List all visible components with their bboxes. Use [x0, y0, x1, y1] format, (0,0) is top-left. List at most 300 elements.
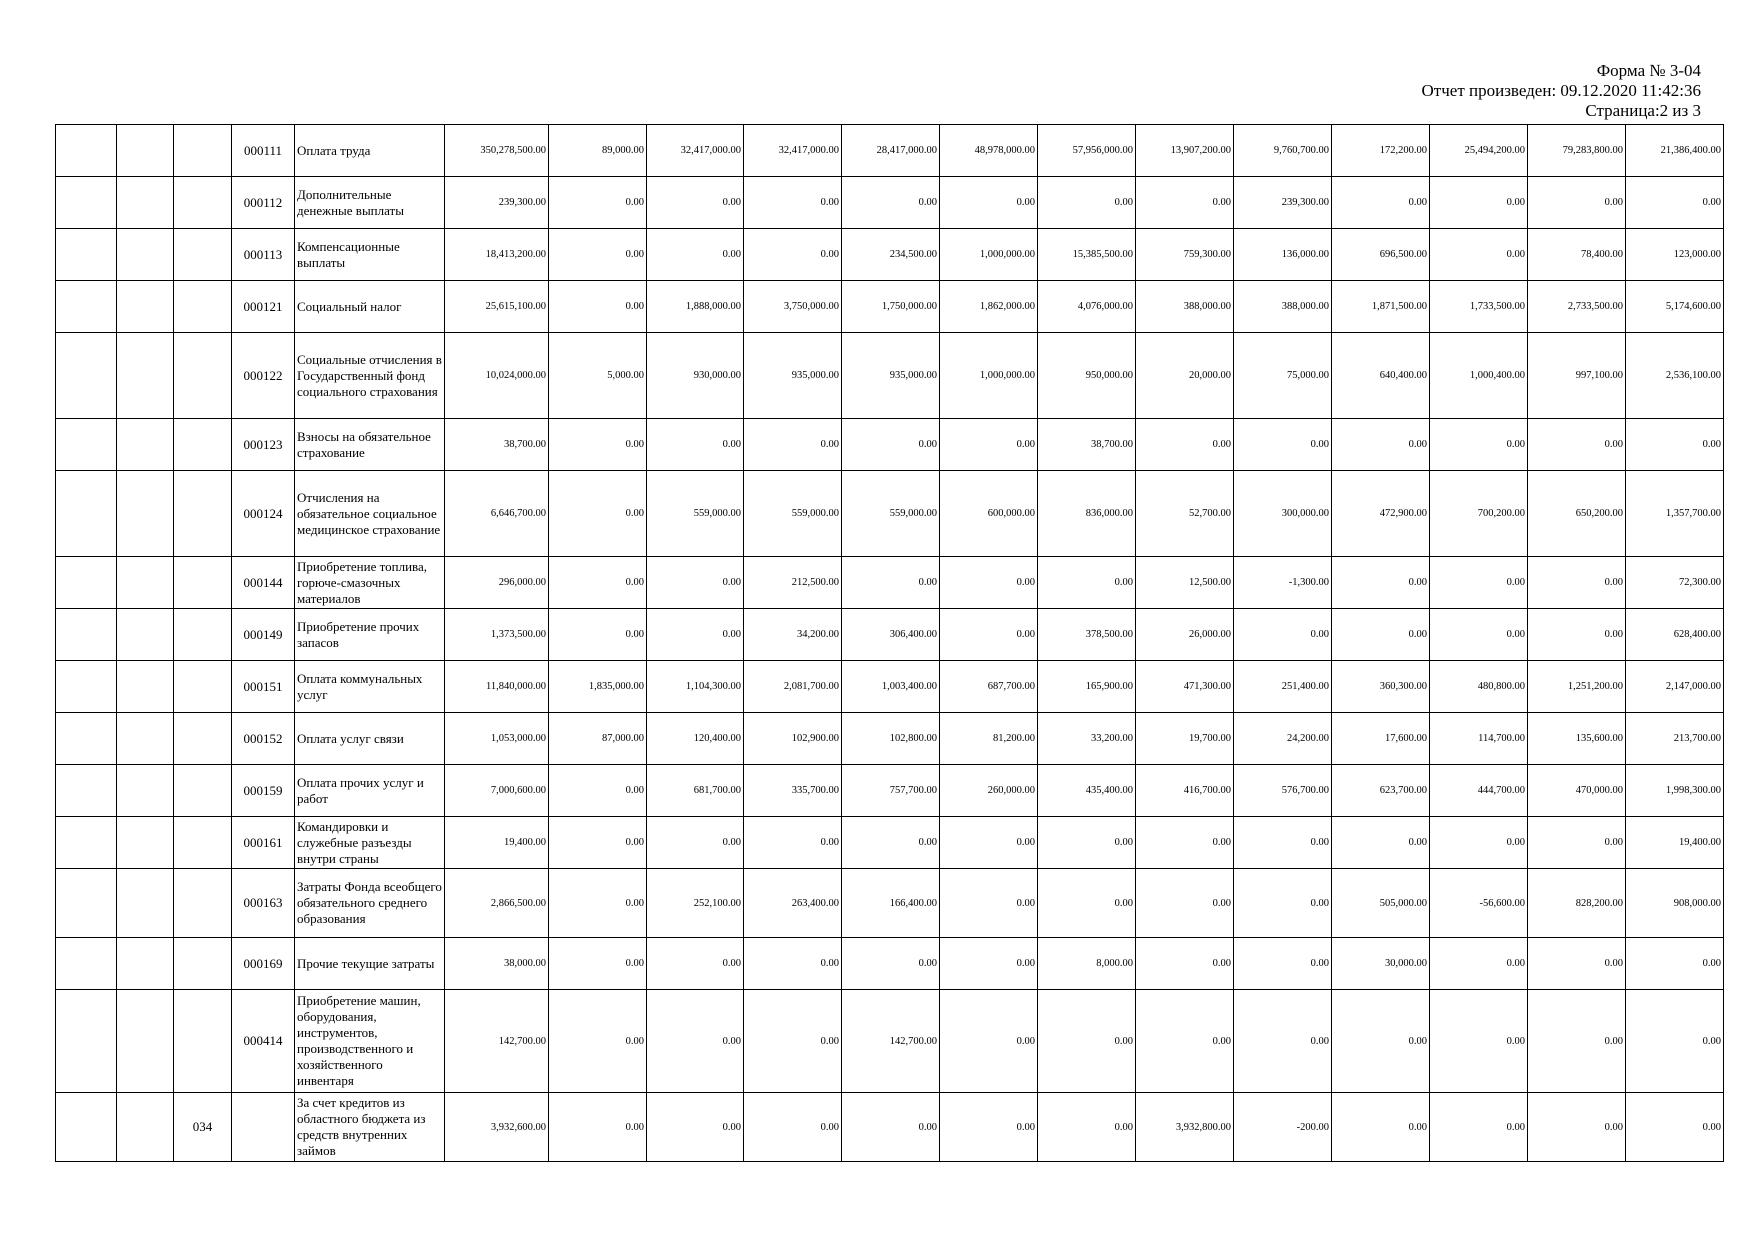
amount-cell: 9,760,700.00 [1234, 125, 1332, 177]
item-name-cell: Приобретение топлива, горюче-смазочных материалов [295, 557, 445, 609]
amount-cell: 0.00 [549, 869, 647, 938]
group-code-cell [174, 765, 232, 817]
amount-cell: 123,000.00 [1626, 229, 1724, 281]
amount-cell: 0.00 [744, 1093, 842, 1162]
amount-cell: 32,417,000.00 [647, 125, 744, 177]
amount-cell: 234,500.00 [842, 229, 940, 281]
amount-cell: 0.00 [1136, 869, 1234, 938]
amount-cell: 20,000.00 [1136, 333, 1234, 419]
amount-cell: 0.00 [1430, 817, 1528, 869]
amount-cell: 13,907,200.00 [1136, 125, 1234, 177]
amount-cell: 0.00 [1234, 990, 1332, 1093]
amount-cell: 0.00 [549, 990, 647, 1093]
amount-cell: 757,700.00 [842, 765, 940, 817]
subsection-cell [117, 765, 174, 817]
group-code-cell [174, 713, 232, 765]
classification-code-cell: 000112 [232, 177, 295, 229]
amount-cell: 19,400.00 [1626, 817, 1724, 869]
subsection-cell [117, 609, 174, 661]
amount-cell: 0.00 [1038, 817, 1136, 869]
amount-cell: 10,024,000.00 [445, 333, 549, 419]
item-name-cell: Социальный налог [295, 281, 445, 333]
amount-cell: 0.00 [940, 817, 1038, 869]
amount-cell: 0.00 [744, 990, 842, 1093]
amount-cell: 0.00 [940, 938, 1038, 990]
amount-cell: 1,733,500.00 [1430, 281, 1528, 333]
amount-cell: 3,932,800.00 [1136, 1093, 1234, 1162]
item-name-cell: Оплата труда [295, 125, 445, 177]
amount-cell: 0.00 [1430, 419, 1528, 471]
amount-cell: 0.00 [1626, 990, 1724, 1093]
amount-cell: 0.00 [1626, 419, 1724, 471]
classification-code-cell [232, 1093, 295, 1162]
item-name-cell: Прочие текущие затраты [295, 938, 445, 990]
subsection-cell [117, 281, 174, 333]
amount-cell: 0.00 [1332, 817, 1430, 869]
form-number: Форма № 3-04 [1596, 61, 1701, 80]
amount-cell: 444,700.00 [1430, 765, 1528, 817]
amount-cell: 0.00 [842, 419, 940, 471]
amount-cell: 260,000.00 [940, 765, 1038, 817]
item-name-cell: За счет кредитов из областного бюджета из средств внутренних займов [295, 1093, 445, 1162]
amount-cell: 930,000.00 [647, 333, 744, 419]
amount-cell: 0.00 [744, 177, 842, 229]
amount-cell: 18,413,200.00 [445, 229, 549, 281]
amount-cell: 360,300.00 [1332, 661, 1430, 713]
amount-cell: 0.00 [549, 1093, 647, 1162]
table-row [56, 609, 1724, 661]
amount-cell: 30,000.00 [1332, 938, 1430, 990]
amount-cell: 11,840,000.00 [445, 661, 549, 713]
amount-cell: 212,500.00 [744, 557, 842, 609]
amount-cell: 559,000.00 [744, 471, 842, 557]
table-row [56, 281, 1724, 333]
amount-cell: 165,900.00 [1038, 661, 1136, 713]
amount-cell: 0.00 [647, 229, 744, 281]
amount-cell: 470,000.00 [1528, 765, 1626, 817]
amount-cell: 828,200.00 [1528, 869, 1626, 938]
item-name-cell: Дополнительные денежные выплаты [295, 177, 445, 229]
section-cell [56, 938, 117, 990]
amount-cell: 87,000.00 [549, 713, 647, 765]
amount-cell: 0.00 [744, 229, 842, 281]
amount-cell: 2,866,500.00 [445, 869, 549, 938]
amount-cell: 2,081,700.00 [744, 661, 842, 713]
amount-cell: 0.00 [842, 1093, 940, 1162]
amount-cell: 0.00 [1430, 990, 1528, 1093]
group-code-cell [174, 229, 232, 281]
table-row [56, 557, 1724, 609]
classification-code-cell: 000161 [232, 817, 295, 869]
subsection-cell [117, 713, 174, 765]
amount-cell: 0.00 [1234, 609, 1332, 661]
amount-cell: 300,000.00 [1234, 471, 1332, 557]
amount-cell: 252,100.00 [647, 869, 744, 938]
amount-cell: 0.00 [1430, 557, 1528, 609]
amount-cell: 136,000.00 [1234, 229, 1332, 281]
table-row [56, 817, 1724, 869]
amount-cell: 33,200.00 [1038, 713, 1136, 765]
amount-cell: 1,053,000.00 [445, 713, 549, 765]
amount-cell: 935,000.00 [744, 333, 842, 419]
amount-cell: 0.00 [1528, 177, 1626, 229]
amount-cell: 335,700.00 [744, 765, 842, 817]
subsection-cell [117, 557, 174, 609]
amount-cell: 2,147,000.00 [1626, 661, 1724, 713]
amount-cell: 0.00 [940, 177, 1038, 229]
amount-cell: 0.00 [940, 419, 1038, 471]
amount-cell: 0.00 [549, 938, 647, 990]
section-cell [56, 229, 117, 281]
item-name-cell: Отчисления на обязательное социальное медицинское страхование [295, 471, 445, 557]
section-cell [56, 281, 117, 333]
amount-cell: 623,700.00 [1332, 765, 1430, 817]
section-cell [56, 557, 117, 609]
classification-code-cell: 000121 [232, 281, 295, 333]
amount-cell: 21,386,400.00 [1626, 125, 1724, 177]
amount-cell: 0.00 [744, 817, 842, 869]
amount-cell: 296,000.00 [445, 557, 549, 609]
amount-cell: 213,700.00 [1626, 713, 1724, 765]
amount-cell: 5,174,600.00 [1626, 281, 1724, 333]
table-row [56, 229, 1724, 281]
group-code-cell [174, 938, 232, 990]
amount-cell: 15,385,500.00 [1038, 229, 1136, 281]
amount-cell: 25,615,100.00 [445, 281, 549, 333]
amount-cell: 38,000.00 [445, 938, 549, 990]
subsection-cell [117, 990, 174, 1093]
amount-cell: 1,862,000.00 [940, 281, 1038, 333]
section-cell [56, 177, 117, 229]
page-indicator: Страница:2 из 3 [1585, 101, 1701, 120]
table-row [56, 869, 1724, 938]
amount-cell: 38,700.00 [1038, 419, 1136, 471]
classification-code-cell: 000113 [232, 229, 295, 281]
amount-cell: 0.00 [1234, 817, 1332, 869]
amount-cell: 0.00 [1332, 177, 1430, 229]
table-row [56, 1093, 1724, 1162]
table-row [56, 661, 1724, 713]
group-code-cell [174, 990, 232, 1093]
amount-cell: 102,900.00 [744, 713, 842, 765]
group-code-cell [174, 471, 232, 557]
amount-cell: 0.00 [1136, 817, 1234, 869]
amount-cell: 1,998,300.00 [1626, 765, 1724, 817]
amount-cell: 0.00 [744, 419, 842, 471]
group-code-cell [174, 661, 232, 713]
group-code-cell [174, 557, 232, 609]
amount-cell: 935,000.00 [842, 333, 940, 419]
amount-cell: 0.00 [1038, 869, 1136, 938]
item-name-cell: Оплата коммунальных услуг [295, 661, 445, 713]
amount-cell: 263,400.00 [744, 869, 842, 938]
subsection-cell [117, 938, 174, 990]
amount-cell: 1,000,000.00 [940, 333, 1038, 419]
amount-cell: 0.00 [647, 419, 744, 471]
subsection-cell [117, 869, 174, 938]
amount-cell: 600,000.00 [940, 471, 1038, 557]
table-row [56, 713, 1724, 765]
amount-cell: 0.00 [940, 990, 1038, 1093]
subsection-cell [117, 817, 174, 869]
amount-cell: 0.00 [549, 557, 647, 609]
table-row [56, 419, 1724, 471]
subsection-cell [117, 333, 174, 419]
amount-cell: 135,600.00 [1528, 713, 1626, 765]
amount-cell: 696,500.00 [1332, 229, 1430, 281]
amount-cell: 0.00 [1528, 817, 1626, 869]
amount-cell: 32,417,000.00 [744, 125, 842, 177]
table-row [56, 177, 1724, 229]
amount-cell: 78,400.00 [1528, 229, 1626, 281]
amount-cell: 0.00 [549, 177, 647, 229]
amount-cell: 0.00 [1038, 557, 1136, 609]
amount-cell: 0.00 [1528, 609, 1626, 661]
amount-cell: 0.00 [1038, 177, 1136, 229]
amount-cell: 2,733,500.00 [1528, 281, 1626, 333]
table-row [56, 471, 1724, 557]
amount-cell: 0.00 [1528, 938, 1626, 990]
amount-cell: 997,100.00 [1528, 333, 1626, 419]
amount-cell: 0.00 [842, 557, 940, 609]
amount-cell: 472,900.00 [1332, 471, 1430, 557]
amount-cell: 471,300.00 [1136, 661, 1234, 713]
amount-cell: 0.00 [940, 609, 1038, 661]
amount-cell: 0.00 [549, 229, 647, 281]
amount-cell: 0.00 [1528, 419, 1626, 471]
amount-cell: 0.00 [1626, 1093, 1724, 1162]
subsection-cell [117, 1093, 174, 1162]
item-name-cell: Компенсационные выплаты [295, 229, 445, 281]
amount-cell: 0.00 [1332, 419, 1430, 471]
amount-cell: 0.00 [1528, 990, 1626, 1093]
amount-cell: 28,417,000.00 [842, 125, 940, 177]
amount-cell: 388,000.00 [1234, 281, 1332, 333]
amount-cell: 0.00 [1332, 990, 1430, 1093]
section-cell [56, 609, 117, 661]
amount-cell: 239,300.00 [445, 177, 549, 229]
item-name-cell: Социальные отчисления в Государственный фонд социального страхования [295, 333, 445, 419]
amount-cell: 1,003,400.00 [842, 661, 940, 713]
subsection-cell [117, 471, 174, 557]
amount-cell: 650,200.00 [1528, 471, 1626, 557]
amount-cell: 75,000.00 [1234, 333, 1332, 419]
subsection-cell [117, 125, 174, 177]
amount-cell: 759,300.00 [1136, 229, 1234, 281]
section-cell [56, 333, 117, 419]
amount-cell: 0.00 [1528, 1093, 1626, 1162]
classification-code-cell: 000149 [232, 609, 295, 661]
amount-cell: 0.00 [1626, 938, 1724, 990]
amount-cell: 0.00 [842, 817, 940, 869]
item-name-cell: Командировки и служебные разъезды внутри страны [295, 817, 445, 869]
amount-cell: 1,871,500.00 [1332, 281, 1430, 333]
amount-cell: 172,200.00 [1332, 125, 1430, 177]
section-cell [56, 1093, 117, 1162]
item-name-cell: Приобретение машин, оборудования, инструментов, производственного и хозяйственного инвентаря [295, 990, 445, 1093]
amount-cell: 89,000.00 [549, 125, 647, 177]
group-code-cell [174, 333, 232, 419]
classification-code-cell: 000123 [232, 419, 295, 471]
amount-cell: 0.00 [647, 817, 744, 869]
amount-cell: 306,400.00 [842, 609, 940, 661]
amount-cell: 3,932,600.00 [445, 1093, 549, 1162]
amount-cell: 19,400.00 [445, 817, 549, 869]
group-code-cell [174, 419, 232, 471]
amount-cell: 2,536,100.00 [1626, 333, 1724, 419]
amount-cell: 79,283,800.00 [1528, 125, 1626, 177]
amount-cell: 1,104,300.00 [647, 661, 744, 713]
amount-cell: 0.00 [549, 419, 647, 471]
amount-cell: 0.00 [1430, 177, 1528, 229]
amount-cell: 1,357,700.00 [1626, 471, 1724, 557]
amount-cell: 505,000.00 [1332, 869, 1430, 938]
amount-cell: 239,300.00 [1234, 177, 1332, 229]
section-cell [56, 765, 117, 817]
amount-cell: 0.00 [842, 177, 940, 229]
table-row [56, 765, 1724, 817]
item-name-cell: Взносы на обязательное страхование [295, 419, 445, 471]
amount-cell: 681,700.00 [647, 765, 744, 817]
amount-cell: 5,000.00 [549, 333, 647, 419]
amount-cell: 0.00 [940, 557, 1038, 609]
amount-cell: 38,700.00 [445, 419, 549, 471]
amount-cell: 114,700.00 [1430, 713, 1528, 765]
amount-cell: 0.00 [1332, 1093, 1430, 1162]
subsection-cell [117, 229, 174, 281]
item-name-cell: Оплата прочих услуг и работ [295, 765, 445, 817]
amount-cell: 0.00 [1136, 177, 1234, 229]
subsection-cell [117, 177, 174, 229]
group-code-cell [174, 869, 232, 938]
amount-cell: 0.00 [1234, 938, 1332, 990]
amount-cell: 0.00 [549, 471, 647, 557]
item-name-cell: Приобретение прочих запасов [295, 609, 445, 661]
classification-code-cell: 000122 [232, 333, 295, 419]
amount-cell: 0.00 [549, 765, 647, 817]
amount-cell: 0.00 [1234, 419, 1332, 471]
amount-cell: 1,000,000.00 [940, 229, 1038, 281]
amount-cell: 142,700.00 [842, 990, 940, 1093]
group-code-cell [174, 281, 232, 333]
classification-code-cell: 000124 [232, 471, 295, 557]
amount-cell: 628,400.00 [1626, 609, 1724, 661]
amount-cell: 950,000.00 [1038, 333, 1136, 419]
amount-cell: 0.00 [1038, 990, 1136, 1093]
amount-cell: 1,251,200.00 [1528, 661, 1626, 713]
subsection-cell [117, 419, 174, 471]
amount-cell: 0.00 [940, 1093, 1038, 1162]
amount-cell: 0.00 [1234, 869, 1332, 938]
amount-cell: 0.00 [549, 817, 647, 869]
amount-cell: 480,800.00 [1430, 661, 1528, 713]
amount-cell: 0.00 [1430, 609, 1528, 661]
item-name-cell: Оплата услуг связи [295, 713, 445, 765]
section-cell [56, 125, 117, 177]
classification-code-cell: 000151 [232, 661, 295, 713]
amount-cell: 0.00 [1626, 177, 1724, 229]
amount-cell: 0.00 [549, 281, 647, 333]
amount-cell: 0.00 [940, 869, 1038, 938]
table-row [56, 125, 1724, 177]
amount-cell: 6,646,700.00 [445, 471, 549, 557]
amount-cell: 72,300.00 [1626, 557, 1724, 609]
amount-cell: 350,278,500.00 [445, 125, 549, 177]
group-code-cell [174, 817, 232, 869]
amount-cell: 52,700.00 [1136, 471, 1234, 557]
amount-cell: -200.00 [1234, 1093, 1332, 1162]
table-row [56, 333, 1724, 419]
amount-cell: 120,400.00 [647, 713, 744, 765]
report-generated-timestamp: Отчет произведен: 09.12.2020 11:42:36 [1421, 81, 1701, 100]
group-code-cell [174, 609, 232, 661]
amount-cell: 0.00 [1528, 557, 1626, 609]
classification-code-cell: 000159 [232, 765, 295, 817]
table-row [56, 938, 1724, 990]
amount-cell: 0.00 [1136, 419, 1234, 471]
classification-code-cell: 000163 [232, 869, 295, 938]
amount-cell: 0.00 [1136, 990, 1234, 1093]
amount-cell: 4,076,000.00 [1038, 281, 1136, 333]
amount-cell: 1,000,400.00 [1430, 333, 1528, 419]
classification-code-cell: 000414 [232, 990, 295, 1093]
amount-cell: 435,400.00 [1038, 765, 1136, 817]
amount-cell: 416,700.00 [1136, 765, 1234, 817]
amount-cell: 3,750,000.00 [744, 281, 842, 333]
table-row [56, 990, 1724, 1093]
amount-cell: 0.00 [1332, 557, 1430, 609]
budget-report-table [55, 124, 1724, 1162]
amount-cell: 142,700.00 [445, 990, 549, 1093]
amount-cell: 251,400.00 [1234, 661, 1332, 713]
amount-cell: 0.00 [1038, 1093, 1136, 1162]
amount-cell: -56,600.00 [1430, 869, 1528, 938]
group-code-cell: 034 [174, 1093, 232, 1162]
report-header [1422, 61, 1701, 121]
classification-code-cell: 000169 [232, 938, 295, 990]
amount-cell: 19,700.00 [1136, 713, 1234, 765]
classification-code-cell: 000152 [232, 713, 295, 765]
amount-cell: 687,700.00 [940, 661, 1038, 713]
amount-cell: 0.00 [647, 557, 744, 609]
amount-cell: 26,000.00 [1136, 609, 1234, 661]
subsection-cell [117, 661, 174, 713]
amount-cell: 1,888,000.00 [647, 281, 744, 333]
amount-cell: 0.00 [647, 938, 744, 990]
amount-cell: 0.00 [1430, 938, 1528, 990]
amount-cell: 0.00 [647, 990, 744, 1093]
amount-cell: 0.00 [744, 938, 842, 990]
amount-cell: 34,200.00 [744, 609, 842, 661]
amount-cell: 8,000.00 [1038, 938, 1136, 990]
amount-cell: 576,700.00 [1234, 765, 1332, 817]
amount-cell: 0.00 [1136, 938, 1234, 990]
amount-cell: 0.00 [647, 177, 744, 229]
amount-cell: 1,835,000.00 [549, 661, 647, 713]
amount-cell: 836,000.00 [1038, 471, 1136, 557]
section-cell [56, 817, 117, 869]
amount-cell: 0.00 [549, 609, 647, 661]
amount-cell: 1,373,500.00 [445, 609, 549, 661]
amount-cell: 388,000.00 [1136, 281, 1234, 333]
amount-cell: 166,400.00 [842, 869, 940, 938]
report-table-body [56, 125, 1724, 1162]
amount-cell: 0.00 [842, 938, 940, 990]
amount-cell: 700,200.00 [1430, 471, 1528, 557]
amount-cell: 102,800.00 [842, 713, 940, 765]
classification-code-cell: 000144 [232, 557, 295, 609]
amount-cell: -1,300.00 [1234, 557, 1332, 609]
